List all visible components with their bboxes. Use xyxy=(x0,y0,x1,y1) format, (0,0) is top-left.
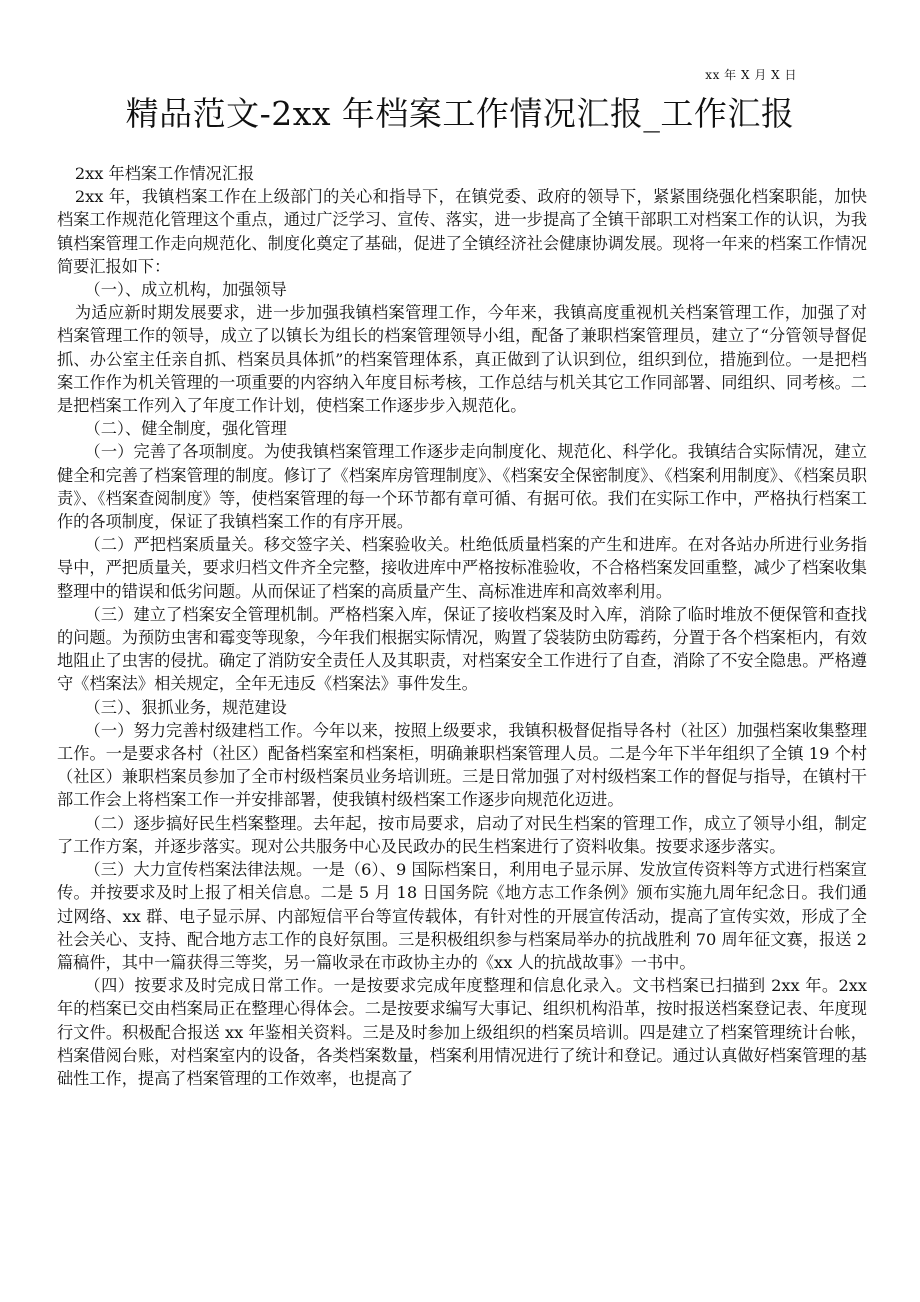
body-paragraph: （四）按要求及时完成日常工作。一是按要求完成年度整理和信息化录入。文书档案已扫描到 2xx 年。2xx 年的档案已交由档案局正在整理心得体会。二是按要求编写大事记、组织机构沿革，按时报送档案登记表、年度现行文件。积极配合报送 xx 年鉴相关资料。三是及时参加上级组织的档案员培训。四是建立了档案管理统计台帐，档案借阅台账，对档案室内的设备，各类档案数量，档案利用情况进行了统计和登记。通过认真做好档案管理的基础性工作，提高了档案管理的工作效率，也提高了 xyxy=(57,976,867,1088)
body-paragraph: （一）完善了各项制度。为使我镇档案管理工作逐步走向制度化、规范化、科学化。我镇结合实际情况，建立健全和完善了档案管理的制度。修订了《档案库房管理制度》、《档案安全保密制度》、《档案利用制度》、《档案员职责》、《档案查阅制度》等，使档案管理的每一个环节都有章可循、有据可依。我们在实际工作中，严格执行档案工作的各项制度，保证了我镇档案工作的有序开展。 xyxy=(57,442,867,532)
document-title: 精品范文-2xx 年档案工作情况汇报_工作汇报 xyxy=(125,94,795,133)
body-paragraph: （三）大力宣传档案法律法规。一是（6）、9 国际档案日，利用电子显示屏、发放宣传资料等方式进行档案宣传。并按要求及时上报了相关信息。二是 5 月 18 日国务院《地方志工作条例》颁布实施九周年纪念日。我们通过网络、xx 群、电子显示屏、内部短信平台等宣传载体，有针对性的开展宣传活动，提高了宣传实效，形成了全社会关心、支持、配合地方志工作的良好氛围。三是积极组织参与档案局举办的抗战胜利 70 周年征文赛，报送 2 篇稿件，其中一篇获得三等奖，另一篇收录在市政协主办的《xx 人的抗战故事》一书中。 xyxy=(57,860,867,972)
section-heading: （一）、成立机构，加强领导 xyxy=(84,280,287,300)
report-subtitle: 2xx 年档案工作情况汇报 xyxy=(74,164,255,183)
document-body xyxy=(57,162,867,1090)
section-heading: （二）、健全制度，强化管理 xyxy=(84,419,287,439)
body-paragraph: 2xx 年，我镇档案工作在上级部门的关心和指导下，在镇党委、政府的领导下，紧紧围绕强化档案职能，加快档案工作规范化管理这个重点，通过广泛学习、宣传、落实，进一步提高了全镇干部职工对档案工作的认识，为我镇档案管理工作走向规范化、制度化奠定了基础，促进了全镇经济社会健康协调发展。现将一年来的档案工作情况简要汇报如下： xyxy=(57,187,867,276)
body-paragraph: （二）严把档案质量关。移交签字关、档案验收关。杜绝低质量档案的产生和进库。在对各站办所进行业务指导中，严把质量关，要求归档文件齐全完整，接收进库中严格按标准验收，不合格档案发回重整，减少了档案收集整理中的错误和低劣问题。从而保证了档案的高质量产生、高标准进库和高效率利用。 xyxy=(57,535,867,601)
document-date: xx 年 X 月 X 日 xyxy=(705,68,797,82)
section-heading: （三）、狠抓业务，规范建设 xyxy=(84,697,287,717)
body-paragraph: （三）建立了档案安全管理机制。严格档案入库，保证了接收档案及时入库，消除了临时堆放不便保管和查找的问题。为预防虫害和霉变等现象，今年我们根据实际情况，购置了袋装防虫防霉药，分置于各个档案柜内，有效地阻止了虫害的侵扰。确定了消防安全责任人及其职责，对档案安全工作进行了自查，消除了不安全隐患。严格遵守《档案法》相关规定，全年无违反《档案法》事件发生。 xyxy=(57,604,867,694)
body-paragraph: （二）逐步搞好民生档案整理。去年起，按市局要求，启动了对民生档案的管理工作，成立了领导小组，制定了工作方案，并逐步落实。现对公共服务中心及民政办的民生档案进行了资料收集。按要求逐步落实。 xyxy=(57,813,867,856)
body-paragraph: 为适应新时期发展要求，进一步加强我镇档案管理工作，今年来，我镇高度重视机关档案管理工作，加强了对档案管理工作的领导，成立了以镇长为组长的档案管理领导小组，配备了兼职档案管理员，建立了“分管领导督促抓、办公室主任亲自抓、档案员具体抓”的档案管理体系，真正做到了认识到位，组织到位，措施到位。一是把档案工作作为机关管理的一项重要的内容纳入年度目标考核，工作总结与机关其它工作同部署、同组织、同考核。二是把档案工作列入了年度工作计划，使档案工作逐步步入规范化。 xyxy=(57,303,867,416)
body-paragraph: （一）努力完善村级建档工作。今年以来，按照上级要求，我镇积极督促指导各村（社区）加强档案收集整理工作。一是要求各村（社区）配备档案室和档案柜，明确兼职档案管理人员。二是今年下半年组织了全镇 19 个村（社区）兼职档案员参加了全市村级档案员业务培训班。三是日常加强了对村级档案工作的督促与指导，在镇村干部工作会上将档案工作一并安排部署，使我镇村级档案工作逐步向规范化迈进。 xyxy=(57,720,867,810)
